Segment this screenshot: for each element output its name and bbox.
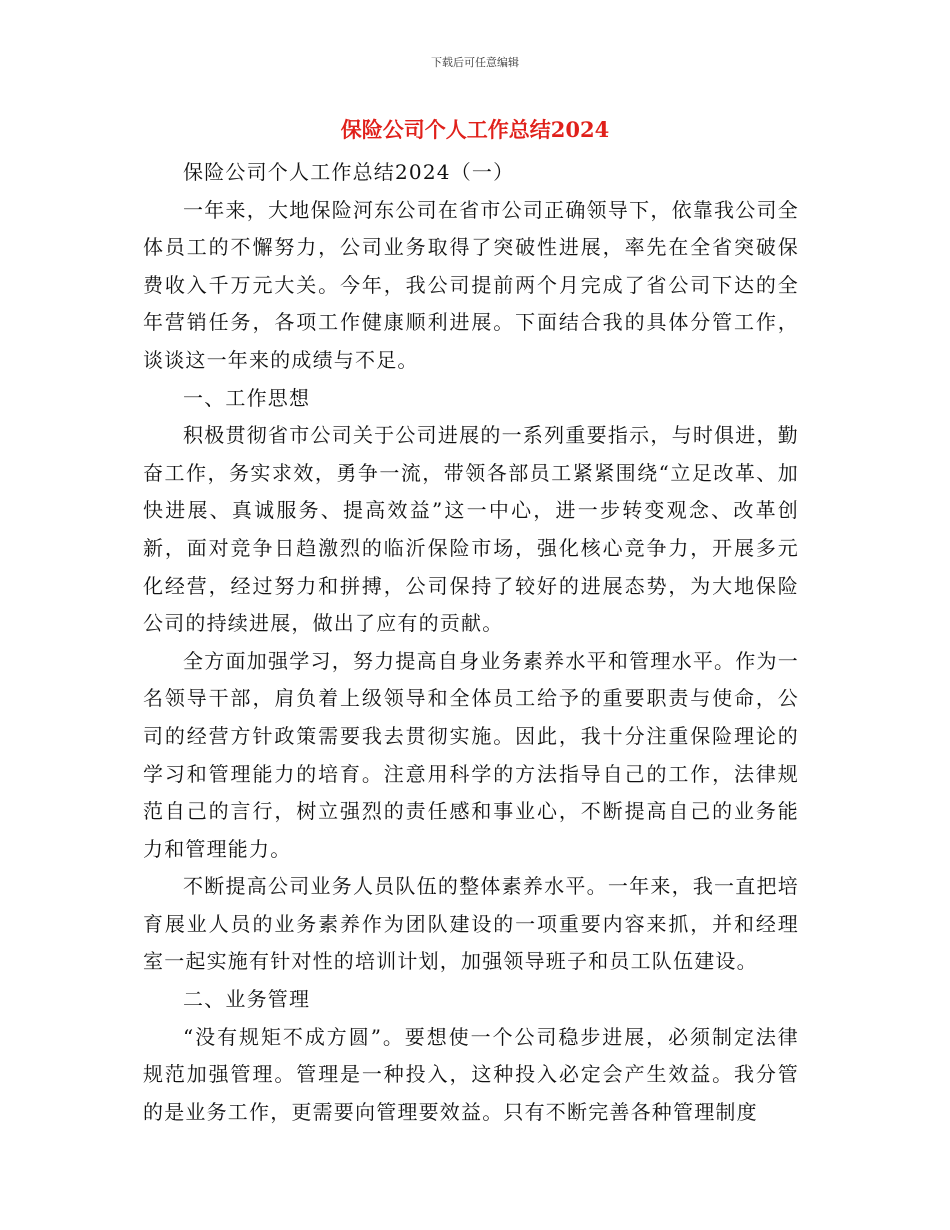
body-paragraph: “没有规矩不成方圆”。要想使一个公司稳步进展，必须制定法律规范加强管理。管理是一种投入，这种投入必定会产生效益。我分管的是业务工作，更需要向管理要效益。只有不断完善各种管理制度 [143, 1024, 799, 1124]
section-heading-business-management: 二、业务管理 [183, 987, 311, 1012]
body-paragraph: 全方面加强学习，努力提高自身业务素养水平和管理水平。作为一名领导干部，肩负着上级领导和全体员工给予的重要职责与使命，公司的经营方针政策需要我去贯彻实施。因此，我十分注重保险理论的学习和管理能力的培育。注意用科学的方法指导自己的工作，法律规范自己的言行，树立强烈的责任感和事业心，不断提高自己的业务能力和管理能力。 [143, 648, 799, 861]
subtitle-paragraph: 保险公司个人工作总结2024（一） [183, 160, 515, 184]
section-heading-work-thought: 一、工作思想 [183, 385, 311, 410]
document-title: 保险公司个人工作总结2024 [340, 117, 610, 142]
page-header-note: 下载后可任意编辑 [431, 56, 519, 69]
body-paragraph: 积极贯彻省市公司关于公司进展的一系列重要指示，与时俱进，勤奋工作，务实求效，勇争一流，带领各部员工紧紧围绕“立足改革、加快进展、真诚服务、提高效益”这一中心，进一步转变观念、改革创新，面对竞争日趋激烈的临沂保险市场，强化核心竞争力，开展多元化经营，经过努力和拼搏，公司保持了较好的进展态势，为大地保险公司的持续进展，做出了应有的贡献。 [143, 423, 799, 636]
body-paragraph: 不断提高公司业务人员队伍的整体素养水平。一年来，我一直把培育展业人员的业务素养作为团队建设的一项重要内容来抓，并和经理室一起实施有针对性的培训计划，加强领导班子和员工队伍建设。 [143, 874, 799, 974]
document-body [143, 154, 799, 1131]
intro-paragraph: 一年来，大地保险河东公司在省市公司正确领导下，依靠我公司全体员工的不懈努力，公司业务取得了突破性进展，率先在全省突破保费收入千万元大关。今年，我公司提前两个月完成了省公司下达的全年营销任务，各项工作健康顺利进展。下面结合我的具体分管工作，谈谈这一年来的成绩与不足。 [143, 197, 799, 372]
